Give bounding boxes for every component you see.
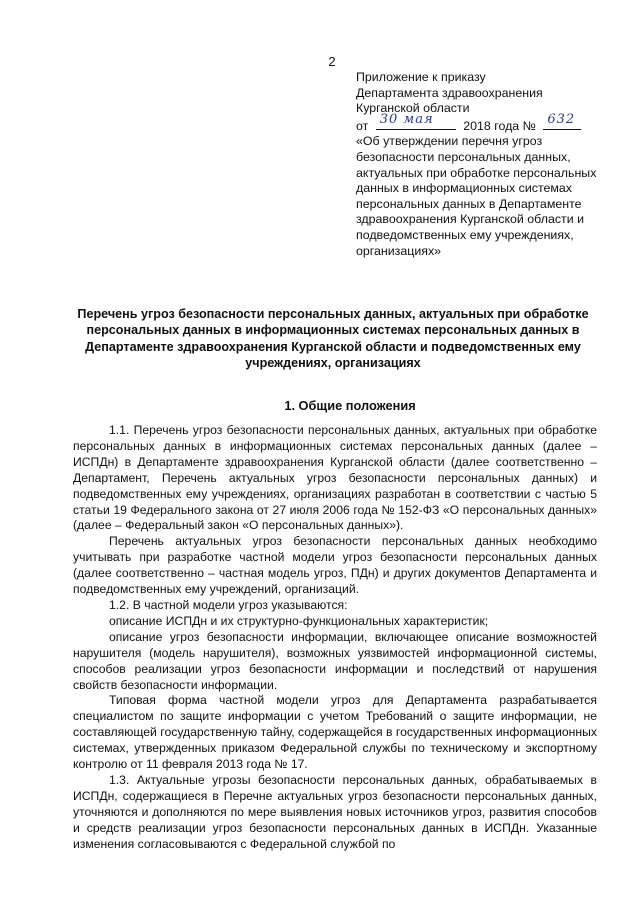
paragraph: описание угроз безопасности информации, включающее описание возможностей нарушителя (модель нарушителя), возможных уязвимостей информационной системы, способов реализации угроз безопасности информации и последствий от нарушения свойств безопасности информации. (73, 629, 597, 692)
handwritten-number-field (543, 111, 581, 130)
paragraph: Типовая форма частной модели угроз для Департамента разрабатывается специалистом по защите информации с учетом Требований о защите информации, не составляющей государственную тайну, содержащейся в государственных информационных системах, утвержденных приказом Федеральной службы по техническому и экспортному контролю от 11 февраля 2013 года № 17. (73, 693, 597, 772)
handwritten-date: 30 мая (379, 111, 434, 127)
annex-date-year: 2018 года № (463, 118, 536, 133)
page-number: 2 (328, 54, 336, 69)
paragraph: 1.3. Актуальные угрозы безопасности персональных данных, обрабатываемых в ИСПДн, содержащиеся в Перечне актуальных угроз безопасности персональных данных, уточняются и дополняются по мере выявления новых источников угроз, развития способов и средств реализации угроз безопасности персональных данных в ИСПДн. Указанные изменения согласовываются с Федеральной службой по (73, 772, 597, 851)
annex-line-2: Департамента здравоохранения (356, 85, 543, 100)
handwritten-number: 632 (547, 111, 576, 127)
paragraph: 1.1. Перечень угроз безопасности персональных данных, актуальных при обработке персональных данных в информационных системах персональных данных (далее – ИСПДн) в Департаменте здравоохранения Курганской области (далее соответственно – Департамент, Перечень актуальных угроз безопасности персональных данных) и подведомственных ему учреждениях, организациях разработан в соответствии с частью 5 статьи 19 Федерального закона от 27 июля 2006 года № 152-ФЗ «О персональных данных» (далее – Федеральный закон «О персональных данных»). (73, 423, 597, 533)
annex-line-3: Курганской области (356, 101, 470, 116)
paragraph: описание ИСПДн и их структурно-функциональных характеристик; (109, 613, 489, 628)
annex-line-1: Приложение к приказу (356, 70, 486, 84)
handwritten-date-field (376, 111, 456, 130)
document-body (73, 423, 597, 852)
section-heading: 1. Общие положения (284, 398, 416, 413)
document-title: Перечень угроз безопасности персональных данных, актуальных при обработке персональных данных в информационных системах персональных данных в Департаменте здравоохранения Курганской области и подведомственных ему учреждениях, организациях (77, 307, 589, 371)
paragraph: 1.2. В частной модели угроз указываются: (109, 597, 348, 612)
paragraph: Перечень актуальных угроз безопасности персональных данных необходимо учитывать при разработке частной модели угроз безопасности персональных данных (далее соответственно – частная модель угроз, ПДн) и других документов Департамента и подведомственных ему учреждений, организаций. (73, 534, 597, 597)
annex-block (356, 70, 618, 259)
annex-date-line (356, 111, 618, 135)
annex-date-prefix: от (356, 118, 369, 133)
annex-about: «Об утверждении перечня угроз безопасности персональных данных, актуальных при обработке персональных данных в информационных системах персональных данных в Департаменте здравоохранения Курганской области и подведомственных ему учреждениях, организациях» (356, 134, 597, 258)
